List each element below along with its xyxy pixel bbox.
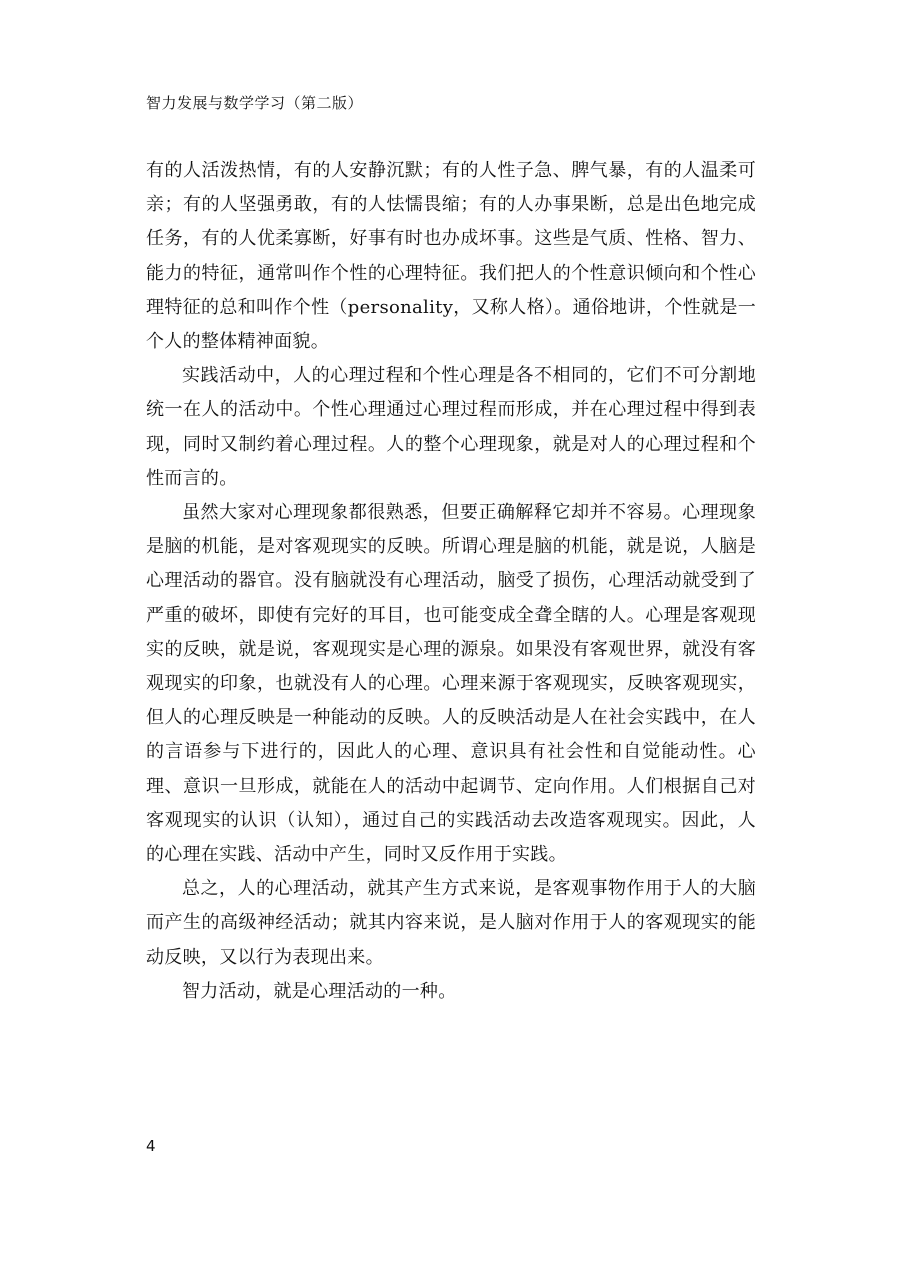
paragraph-summary: 总之，人的心理活动，就其产生方式来说，是客观事物作用于人的大脑而产生的高级神经活动；就其内容来说，是人脑对作用于人的客观现实的能动反映，又以行为表现出来。 <box>146 878 756 968</box>
paragraph-personality: 有的人活泼热情，有的人安静沉默；有的人性子急、脾气暴，有的人温柔可亲；有的人坚强勇敢，有的人怯懦畏缩；有的人办事果断，总是出色地完成任务，有的人优柔寡断，好事有时也办成坏事。这些是气质、性格、智力、能力的特征，通常叫作个性的心理特征。我们把人的个性意识倾向和个性心理特征的总和叫作个性（personality，又称人格）。通俗地讲，个性就是一个人的整体精神面貌。 <box>146 160 756 353</box>
paragraph-practice-activity: 实践活动中，人的心理过程和个性心理是各不相同的，它们不可分割地统一在人的活动中。个性心理通过心理过程而形成，并在心理过程中得到表现，同时又制约着心理过程。人的整个心理现象，就是对人的心理过程和个性而言的。 <box>146 365 756 489</box>
body-text <box>146 154 756 1009</box>
page-number: 4 <box>146 1137 156 1155</box>
paragraph-intellectual-activity: 智力活动，就是心理活动的一种。 <box>182 980 457 1002</box>
running-header-title: 智力发展与数学学习（第二版） <box>146 94 364 112</box>
paragraph-brain-function: 虽然大家对心理现象都很熟悉，但要正确解释它却并不容易。心理现象是脑的机能，是对客观现实的反映。所谓心理是脑的机能，就是说，人脑是心理活动的器官。没有脑就没有心理活动，脑受了损伤，心理活动就受到了严重的破坏，即使有完好的耳目，也可能变成全聋全瞎的人。心理是客观现实的反映，就是说，客观现实是心理的源泉。如果没有客观世界，就没有客观现实的印象，也就没有人的心理。心理来源于客观现实，反映客观现实，但人的心理反映是一种能动的反映。人的反映活动是人在社会实践中，在人的言语参与下进行的，因此人的心理、意识具有社会性和自觉能动性。心理、意识一旦形成，就能在人的活动中起调节、定向作用。人们根据自己对客观现实的认识（认知），通过自己的实践活动去改造客观现实。因此，人的心理在实践、活动中产生，同时又反作用于实践。 <box>146 502 756 866</box>
